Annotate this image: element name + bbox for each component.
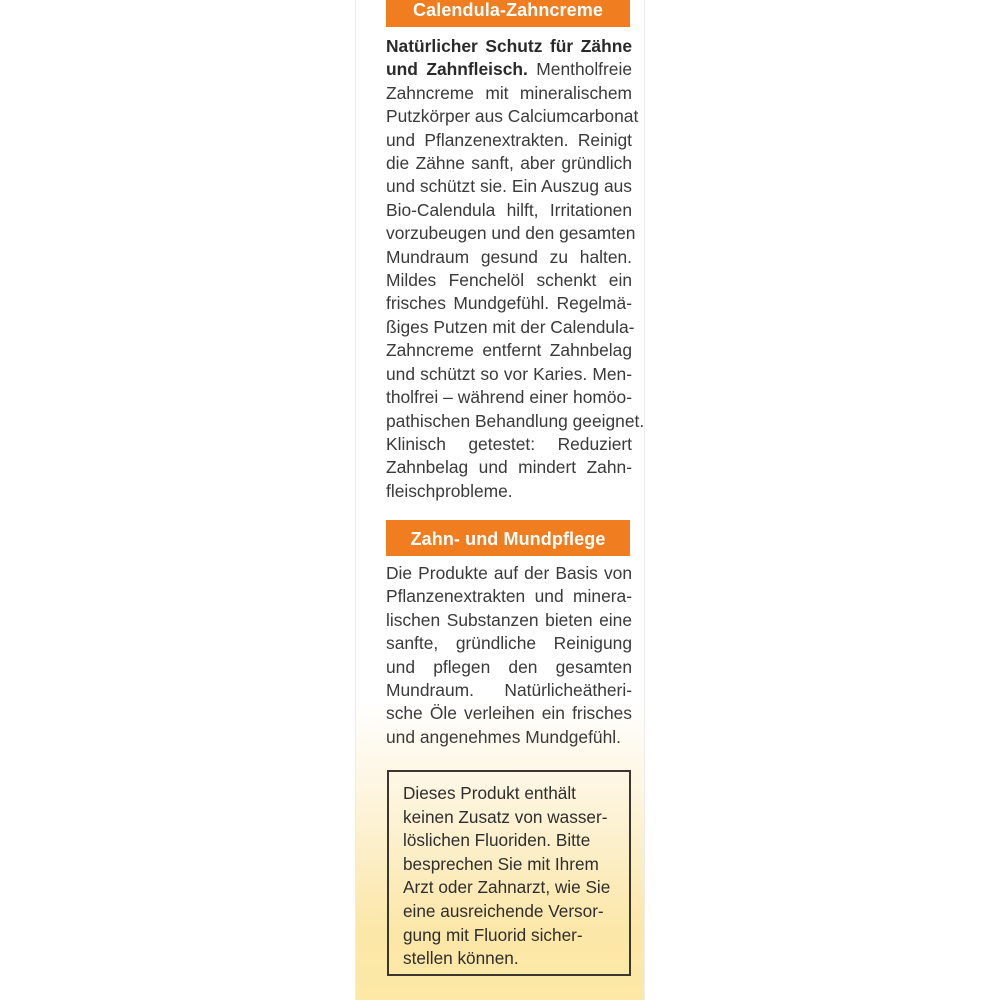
body-line: Pflanzenextrakten und minera- [386,586,632,607]
body-line: ßiges Putzen mit der Calendula- [386,316,635,337]
fluoride-notice-box [387,770,631,976]
body-line: und schützt so vor Karies. Men- [386,363,632,384]
body-line: und Pflanzenextrakten. Reinigt [386,129,632,150]
body-line: Zahnbelag und mindert Zahn- [386,457,632,478]
body-line: Zahncreme mit mineralischem [386,82,632,103]
notice-line: gung mit Fluorid sicher- [403,924,583,945]
notice-line: stellen können. [403,948,519,969]
notice-text [403,782,619,971]
body-line: die Zähne sanft, aber gründlich [386,153,632,174]
body-line: fleischprobleme. [386,480,513,501]
section-body-mundpflege [386,562,632,749]
notice-line: keinen Zusatz von wasser- [403,806,608,827]
body-line: Zahncreme entfernt Zahnbelag [386,340,632,361]
body-line: sanfte, gründliche Reinigung [386,633,632,654]
body-line: und angenehmes Mundgefühl. [386,726,621,747]
body-line: Mildes Fenchelöl schenkt ein [386,270,632,291]
body-line: Putzkörper aus Calciumcarbonat [386,106,639,127]
notice-line: löslichen Fluoriden. Bitte [403,830,591,851]
section-heading-mundpflege: Zahn- und Mundpflege [386,520,630,556]
body-line: lischen Substanzen bieten eine [386,609,632,630]
section-body-calendula [386,35,645,503]
notice-line: Arzt oder Zahnarzt, wie Sie [403,877,611,898]
body-line: Die Produkte auf der Basis von [386,563,632,583]
body-line: und schützt sie. Ein Auszug aus [386,176,632,197]
body-line: Mundraum gesund zu halten. [386,246,632,267]
notice-line: Dieses Produkt enthält [403,783,576,803]
notice-line: eine ausreichende Versor- [403,900,604,921]
section-heading-calendula: Calendula-Zahncreme [386,0,630,27]
body-line: pathischen Behandlung geeignet. [386,410,645,431]
body-line: tholfrei – während einer homöo- [386,387,632,408]
body-line: Mundraum. Natürlicheätheri- [386,680,632,701]
body-line: Natürlicher Schutz für Zähne [386,36,632,56]
body-line: vorzubeugen und den gesamten [386,223,636,244]
body-line: Klinisch getestet: Reduziert [386,433,632,454]
body-line: Bio-Calendula hilft, Irritationen [386,199,632,220]
body-line: sche Öle verleihen ein frisches [386,703,632,724]
product-description-panel [356,0,644,1000]
body-line: frisches Mundgefühl. Regelmä- [386,293,632,314]
notice-line: besprechen Sie mit Ihrem [403,853,599,874]
body-line: und pflegen den gesamten [386,656,632,677]
body-line: und Zahnfleisch. Mentholfreie [386,59,633,80]
